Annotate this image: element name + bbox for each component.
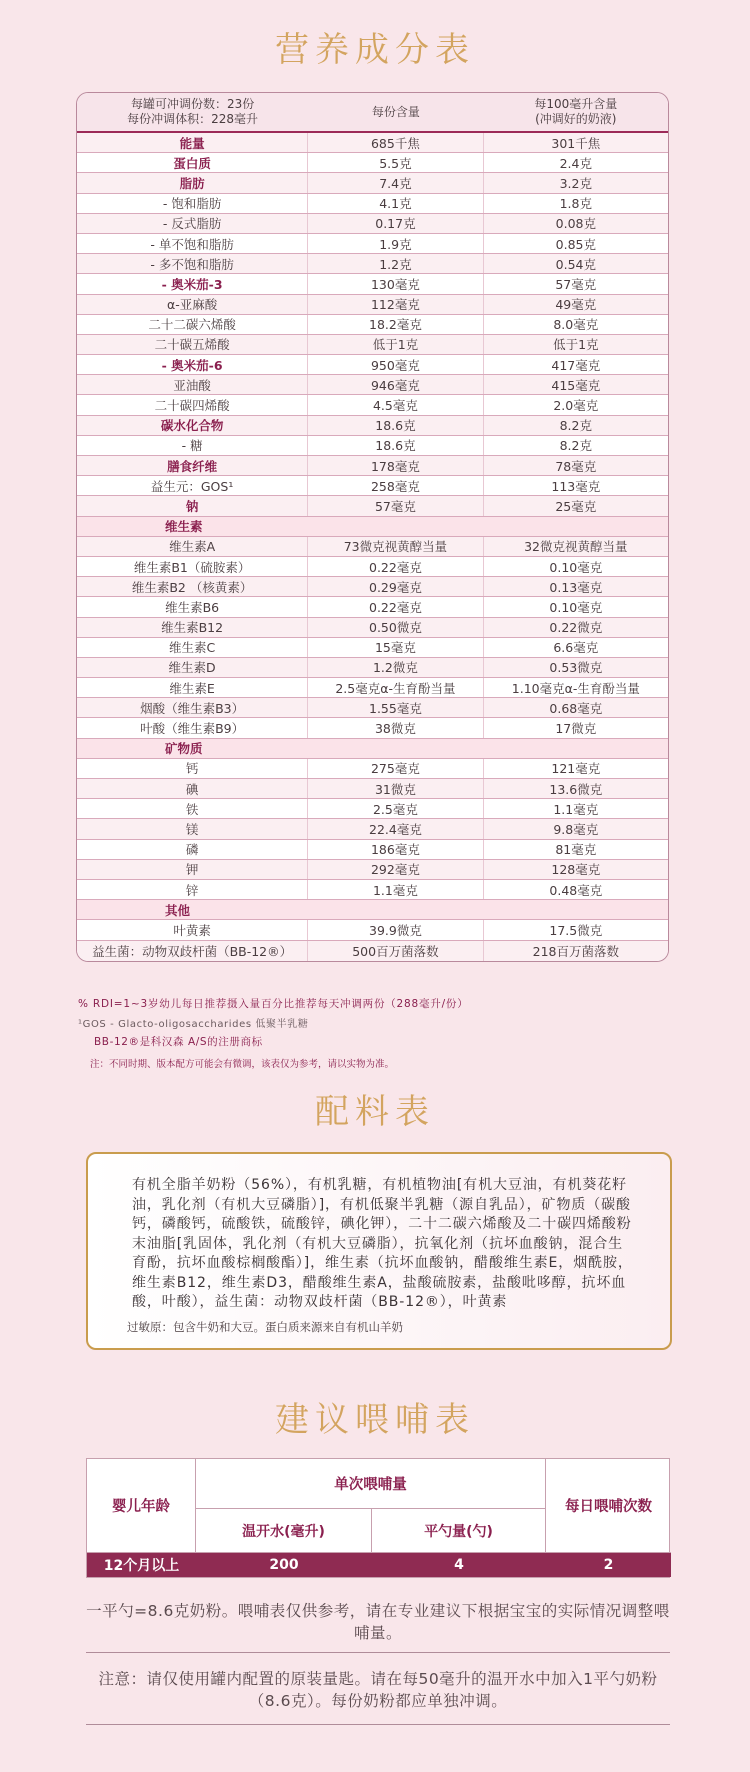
nutrition-row (77, 840, 668, 860)
nutrition-row (77, 315, 668, 335)
nutrition-row (77, 153, 668, 173)
nutrition-row (77, 880, 668, 900)
nutrient-name: 钾 (77, 860, 308, 879)
feeding-table (86, 1458, 670, 1578)
per-100ml-value: 81毫克 (555, 842, 597, 858)
nutrient-name: α-亚麻酸 (77, 295, 308, 314)
nutrition-row (77, 678, 668, 698)
per-100ml-value: 0.53微克 (549, 660, 603, 676)
divider (86, 1724, 670, 1725)
nutrient-name: - 反式脂肪 (77, 214, 308, 233)
per-serving-value: 0.22毫克 (308, 557, 483, 576)
per-100ml-value: 低于1克 (553, 337, 599, 353)
nutrition-row (77, 779, 668, 799)
per-serving-value: 18.6克 (308, 436, 483, 455)
nutrient-name: 钙 (77, 759, 308, 778)
nutrition-table-header (77, 93, 668, 133)
nutrition-row (77, 597, 668, 617)
feeding-header-age: 婴儿年龄 (87, 1459, 196, 1553)
per-serving-value (308, 900, 483, 919)
nutrition-row (77, 819, 668, 839)
per-serving-value: 15毫克 (308, 638, 483, 657)
nutrient-name: 维生素B2 （核黄素） (77, 577, 308, 596)
per-serving-value: 1.2微克 (308, 658, 483, 677)
per-100ml-value: 417毫克 (551, 357, 601, 373)
header-per-100ml (484, 93, 668, 131)
nutrition-row (77, 194, 668, 214)
per-serving-value: 0.17克 (308, 214, 483, 233)
per-100ml-value (484, 739, 668, 758)
nutrient-name: 能量 (77, 133, 308, 152)
feeding-header-water: 温开水(毫升) (196, 1509, 372, 1553)
per-100ml-value: 2.0毫克 (553, 398, 599, 414)
per-100ml-value: 218百万菌落数 (532, 943, 619, 959)
per-serving-value: 4.5毫克 (308, 395, 483, 414)
per-serving-value: 7.4克 (308, 173, 483, 192)
nutrient-name: - 奥米茄-6 (77, 355, 308, 374)
nutrient-name: 碘 (77, 779, 308, 798)
nutrient-name: - 糖 (77, 436, 308, 455)
per-100ml-value: 0.22微克 (549, 620, 603, 636)
header-per-100ml-label: 每100毫升含量 (534, 97, 618, 111)
per-100ml-value: 1.1毫克 (553, 801, 599, 817)
per-100ml-value: 13.6微克 (549, 781, 603, 797)
per-100ml-value (484, 517, 668, 536)
header-per-100ml-note: (冲调好的奶液) (535, 112, 617, 126)
per-100ml-value: 113毫克 (551, 478, 601, 494)
feeding-note-caution: 注意：请仅使用罐内配置的原装量匙。请在每50毫升的温开水中加入1平勺奶粉（8.6克）。每份奶粉都应单独冲调。 (98, 1670, 658, 1710)
per-serving-value (308, 517, 483, 536)
nutrient-name: 钠 (77, 496, 308, 515)
per-100ml-value: 0.48毫克 (549, 882, 603, 898)
per-100ml-value: 0.54克 (555, 256, 596, 272)
per-serving-value: 4.1克 (308, 194, 483, 213)
header-servings (77, 93, 308, 131)
per-serving-value: 0.29毫克 (308, 577, 483, 596)
nutrition-row (77, 638, 668, 658)
nutrient-name: 膳食纤维 (77, 456, 308, 475)
per-serving-value: 2.5毫克 (308, 799, 483, 818)
feeding-note-scoop: 一平勺=8.6克奶粉。喂哺表仅供参考，请在专业建议下根据宝宝的实际情况调整喂哺量。 (86, 1602, 670, 1642)
per-serving-value: 1.9克 (308, 234, 483, 253)
nutrient-name: 维生素B12 (77, 618, 308, 637)
ingredients-text: 有机全脂羊奶粉（56%），有机乳糖，有机植物油[有机大豆油，有机葵花籽油，乳化剂（有机大豆磷脂）]，有机低聚半乳糖（源自乳品），矿物质（碳酸钙，磷酸钙，硫酸铁，硫酸锌，碘化钾），二十二碳六烯酸及二十碳四烯酸粉末油脂[乳固体，乳化剂（有机大豆磷脂），抗氧化剂（抗坏血酸钠，混合生育酚，抗坏血酸棕榈酸酯）]，维生素（抗坏血酸钠，醋酸维生素E，烟酰胺，维生素B12，维生素D3，醋酸维生素A，盐酸硫胺素，盐酸吡哆醇，抗坏血酸，叶酸），益生菌：动物双歧杆菌（BB-12®），叶黄素 (132, 1177, 633, 1310)
nutrition-row (77, 920, 668, 940)
feeding-header-scoops: 平勺量(勺) (372, 1509, 546, 1553)
nutrition-row (77, 173, 668, 193)
per-serving-value: 950毫克 (308, 355, 483, 374)
per-serving-value: 292毫克 (308, 860, 483, 879)
per-100ml-value: 2.4克 (559, 155, 592, 171)
nutrient-name: 维生素A (77, 537, 308, 556)
nutrient-name: 益生菌：动物双歧杆菌（BB-12®） (77, 941, 308, 961)
per-serving-value: 500百万菌落数 (308, 941, 483, 961)
nutrient-name: 维生素E (77, 678, 308, 697)
per-100ml-value: 0.13毫克 (549, 579, 603, 595)
nutrient-name: 叶黄素 (77, 920, 308, 939)
per-100ml-value: 0.10毫克 (549, 559, 603, 575)
per-100ml-value: 415毫克 (551, 377, 601, 393)
nutrition-row (77, 718, 668, 738)
nutrition-row (77, 577, 668, 597)
per-100ml-value: 78毫克 (555, 458, 597, 474)
feeding-header-single: 单次喂哺量 (196, 1459, 546, 1509)
per-100ml-value: 301千焦 (551, 135, 601, 151)
nutrition-row (77, 860, 668, 880)
nutrition-row (77, 335, 668, 355)
per-100ml-value: 6.6毫克 (553, 640, 599, 656)
per-100ml-value: 0.85克 (555, 236, 596, 252)
per-serving-value: 5.5克 (308, 153, 483, 172)
per-serving-value: 178毫克 (308, 456, 483, 475)
per-serving-value: 946毫克 (308, 375, 483, 394)
per-serving-value: 2.5毫克α-生育酚当量 (308, 678, 483, 697)
per-100ml-value: 1.8克 (559, 196, 592, 212)
nutrition-row (77, 799, 668, 819)
nutrient-name: - 奥米茄-3 (77, 274, 308, 293)
ingredients-box (86, 1152, 672, 1350)
per-100ml-value: 0.08克 (555, 216, 596, 232)
nutrition-row (77, 133, 668, 153)
per-serving-value: 57毫克 (308, 496, 483, 515)
nutrition-section-row (77, 517, 668, 537)
per-100ml-value: 8.0毫克 (553, 317, 599, 333)
per-serving-value: 31微克 (308, 779, 483, 798)
nutrition-row (77, 496, 668, 516)
trademark-note: BB-12®是科汉森 A/S的注册商标 (94, 1036, 263, 1048)
per-100ml-value: 1.10毫克α-生育酚当量 (511, 680, 640, 696)
per-serving-value: 38微克 (308, 718, 483, 737)
nutrition-row (77, 698, 668, 718)
ingredients-title: 配料表 (315, 1092, 435, 1132)
nutrient-name: 矿物质 (165, 741, 203, 757)
per-serving-value: 1.55毫克 (308, 698, 483, 717)
per-serving-value: 130毫克 (308, 274, 483, 293)
nutrient-name: 维生素B1（硫胺素） (77, 557, 308, 576)
nutrition-row (77, 214, 668, 234)
nutrient-name: 其他 (165, 902, 191, 918)
nutrient-name: 蛋白质 (77, 153, 308, 172)
per-serving-value: 22.4毫克 (308, 819, 483, 838)
nutrition-row (77, 537, 668, 557)
nutrient-name: 维生素C (77, 638, 308, 657)
nutrition-row (77, 476, 668, 496)
nutrition-row (77, 416, 668, 436)
nutrient-name: 烟酸（维生素B3） (77, 698, 308, 717)
per-100ml-value: 8.2克 (559, 438, 592, 454)
per-100ml-value: 57毫克 (555, 276, 597, 292)
nutrient-name: 益生元：GOS¹ (77, 476, 308, 495)
nutrition-row (77, 395, 668, 415)
nutrition-row (77, 436, 668, 456)
per-100ml-value: 17.5微克 (549, 922, 603, 938)
feeding-row-daily: 2 (546, 1553, 671, 1577)
nutrition-title: 营养成分表 (275, 30, 475, 70)
allergen-note: 过敏原：包含牛奶和大豆。蛋白质来源来自有机山羊奶 (127, 1319, 403, 1334)
per-100ml-value: 32微克视黄醇当量 (524, 539, 628, 555)
nutrient-name: 维生素B6 (77, 597, 308, 616)
per-serving-value: 73微克视黄醇当量 (308, 537, 483, 556)
gos-note: ¹GOS - Glacto-oligosaccharides 低聚半乳糖 (78, 1019, 309, 1030)
nutrition-row (77, 557, 668, 577)
header-per-serving: 每份含量 (371, 104, 420, 119)
header-serving-volume: 每份冲调体积：228毫升 (127, 112, 259, 126)
nutrient-name: - 多不饱和脂肪 (77, 254, 308, 273)
per-100ml-value: 0.68毫克 (549, 700, 603, 716)
nutrient-name: 碳水化合物 (77, 416, 308, 435)
per-serving-value: 低于1克 (308, 335, 483, 354)
nutrient-name: 亚油酸 (77, 375, 308, 394)
nutrition-row (77, 295, 668, 315)
per-100ml-value: 25毫克 (555, 498, 597, 514)
per-100ml-value: 3.2克 (559, 175, 592, 191)
nutrient-name: 脂肪 (77, 173, 308, 192)
per-100ml-value: 17微克 (555, 721, 597, 737)
nutrient-name: 维生素 (165, 519, 203, 535)
per-100ml-value: 8.2克 (559, 418, 592, 434)
per-serving-value: 685千焦 (308, 133, 483, 152)
per-serving-value: 275毫克 (308, 759, 483, 778)
per-serving-value: 0.50微克 (308, 618, 483, 637)
per-serving-value: 18.6克 (308, 416, 483, 435)
nutrient-name: 铁 (77, 799, 308, 818)
nutrition-row (77, 234, 668, 254)
nutrient-name: 二十碳五烯酸 (77, 335, 308, 354)
feeding-header-daily: 每日喂哺次数 (546, 1459, 671, 1553)
feeding-row-scoops: 4 (372, 1553, 546, 1577)
nutrition-row (77, 759, 668, 779)
per-100ml-value: 9.8毫克 (553, 821, 599, 837)
per-serving-value: 18.2毫克 (308, 315, 483, 334)
disclaimer-note: 注：不同时期、版本配方可能会有微调，该表仅为参考，请以实物为准。 (90, 1059, 395, 1070)
per-100ml-value (484, 900, 668, 919)
nutrition-row (77, 274, 668, 294)
per-serving-value: 1.1毫克 (308, 880, 483, 899)
nutrition-row (77, 941, 668, 961)
nutrition-table-body (77, 133, 668, 961)
nutrition-row (77, 355, 668, 375)
per-serving-value: 0.22毫克 (308, 597, 483, 616)
feeding-row-water: 200 (196, 1553, 372, 1577)
nutrient-name: 维生素D (77, 658, 308, 677)
per-serving-value: 39.9微克 (308, 920, 483, 939)
nutrition-section-row (77, 739, 668, 759)
nutrition-row (77, 618, 668, 638)
nutrition-section-row (77, 900, 668, 920)
nutrient-name: 二十二碳六烯酸 (77, 315, 308, 334)
nutrient-name: 锌 (77, 880, 308, 899)
per-serving-value: 1.2克 (308, 254, 483, 273)
nutrition-row (77, 456, 668, 476)
per-100ml-value: 128毫克 (551, 862, 601, 878)
header-servings-count: 每罐可冲调份数：23份 (130, 97, 255, 111)
per-100ml-value: 121毫克 (551, 761, 601, 777)
feeding-title: 建议喂哺表 (275, 1400, 475, 1440)
nutrition-notes (78, 996, 678, 1070)
nutrient-name: 二十碳四烯酸 (77, 395, 308, 414)
per-100ml-value: 49毫克 (555, 297, 597, 313)
nutrition-row (77, 375, 668, 395)
per-serving-value (308, 739, 483, 758)
per-100ml-value: 0.10毫克 (549, 599, 603, 615)
per-serving-value: 258毫克 (308, 476, 483, 495)
nutrient-name: 磷 (77, 840, 308, 859)
nutrition-table (76, 92, 669, 962)
per-serving-value: 112毫克 (308, 295, 483, 314)
nutrition-row (77, 254, 668, 274)
per-serving-value: 186毫克 (308, 840, 483, 859)
nutrient-name: - 单不饱和脂肪 (77, 234, 308, 253)
nutrient-name: 镁 (77, 819, 308, 838)
nutrient-name: 叶酸（维生素B9） (77, 718, 308, 737)
nutrition-row (77, 658, 668, 678)
rdi-note: % RDI=1~3岁幼儿每日推荐摄入量百分比推荐每天冲调两份（288毫升/份） (78, 998, 469, 1010)
feeding-row-age: 12个月以上 (87, 1553, 196, 1577)
nutrient-name: - 饱和脂肪 (77, 194, 308, 213)
divider (86, 1652, 670, 1653)
